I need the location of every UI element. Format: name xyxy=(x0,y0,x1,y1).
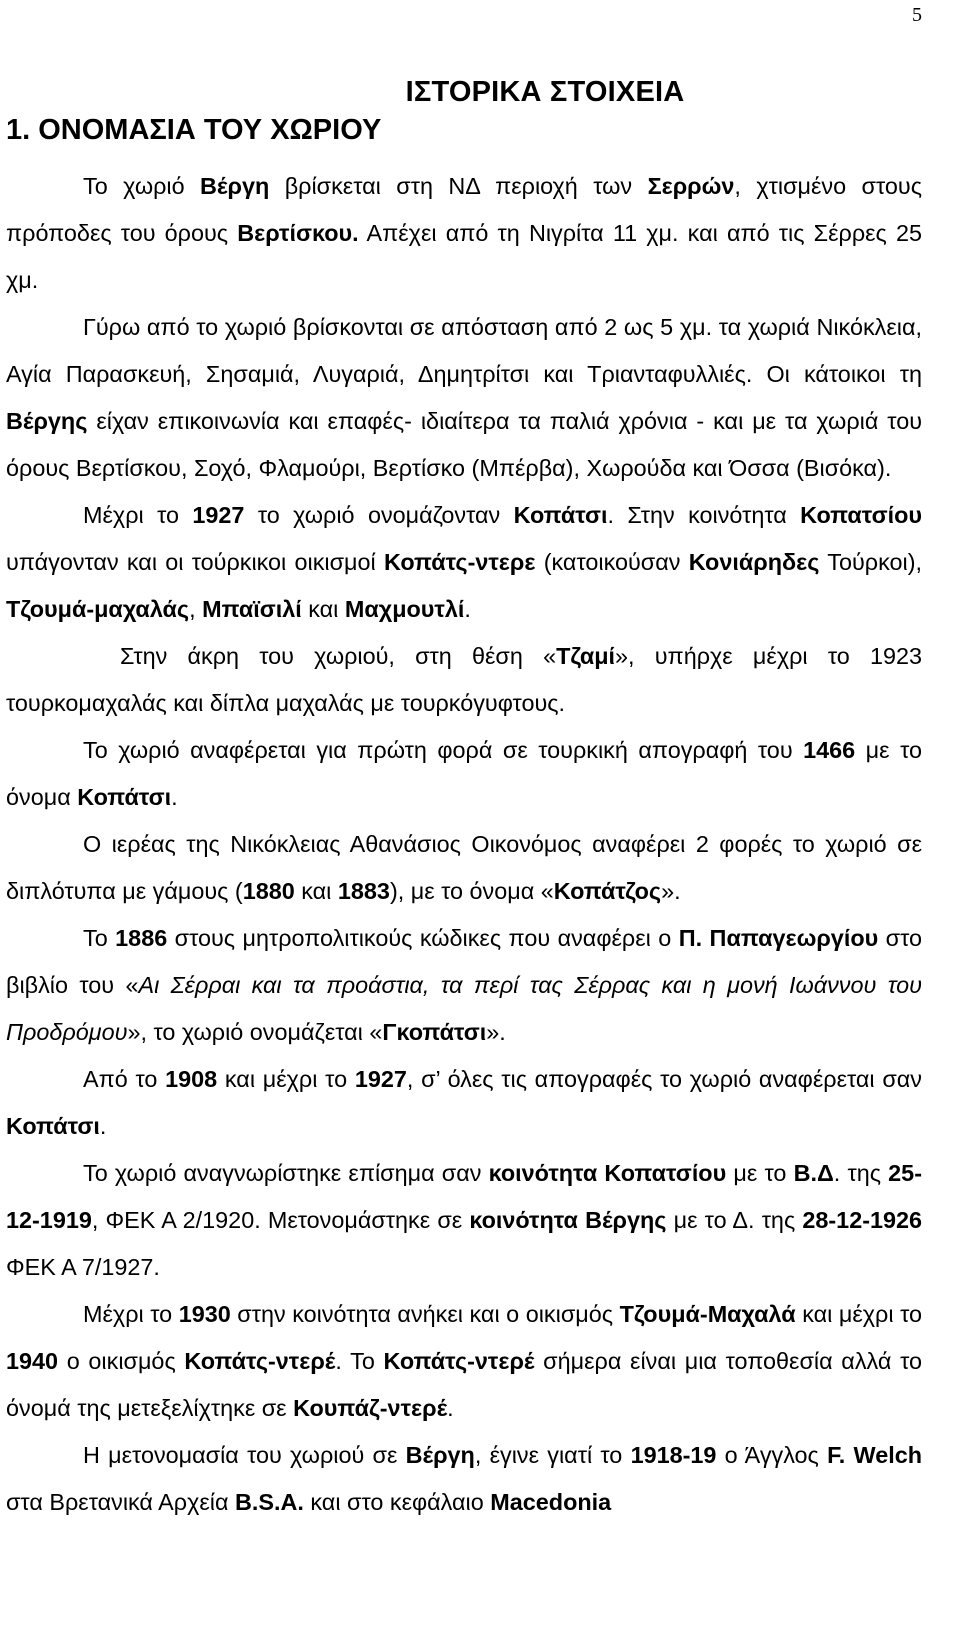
bold-text: B.S.A. xyxy=(235,1489,304,1515)
text-run: . Το xyxy=(335,1348,384,1374)
text-run: στην κοινότητα ανήκει και ο οικισμός xyxy=(230,1301,620,1327)
text-run: . Στην κοινότητα xyxy=(607,502,801,528)
text-run: υπάγονταν και οι τούρκικοι οικισμοί xyxy=(6,549,384,575)
bold-text: Μπαϊσιλί xyxy=(202,596,302,622)
bold-text: Βέργη xyxy=(200,173,270,199)
document-body xyxy=(6,163,922,1526)
bold-text: 1886 xyxy=(115,925,168,951)
text-run: Μέχρι το xyxy=(83,1301,179,1327)
bold-text: F. Welch xyxy=(827,1442,922,1468)
text-run: και μέχρι το xyxy=(217,1066,355,1092)
text-run: . xyxy=(447,1395,454,1421)
text-run: Στην άκρη του χωριού, στη θέση « xyxy=(120,643,557,669)
text-run: Το χωριό αναφέρεται για πρώτη φορά σε τουρκική απογραφή του xyxy=(83,737,804,763)
text-run: και στο κεφάλαιο xyxy=(303,1489,491,1515)
text-run: στα Βρετανικά Αρχεία xyxy=(6,1489,235,1515)
text-run: το χωριό ονομάζονταν xyxy=(244,502,514,528)
bold-text: 1927 xyxy=(354,1066,407,1092)
bold-text: Τζουμά-Μαχαλά xyxy=(619,1301,796,1327)
text-run: στο βιβλίο του « xyxy=(6,925,923,998)
text-run: βρίσκεται στη ΝΔ περιοχή των xyxy=(269,173,648,199)
paragraph xyxy=(6,1291,922,1432)
bold-text: Κονιάρηδες xyxy=(688,549,820,575)
bold-text: 1466 xyxy=(803,737,856,763)
paragraph xyxy=(6,304,922,492)
document-title: ΙΣΤΟΡΙΚΑ ΣΤΟΙΧΕΙΑ xyxy=(405,76,685,108)
paragraph xyxy=(6,915,922,1056)
paragraph xyxy=(6,633,922,727)
bold-text: 1880 xyxy=(242,878,295,904)
paragraph xyxy=(6,727,922,821)
bold-text: Κοπάτζος xyxy=(553,878,662,904)
bold-text: κοινότητα Βέργης xyxy=(469,1207,667,1233)
text-run: (κατοικούσαν xyxy=(535,549,689,575)
text-run: Ο ιερέας της Νικόκλειας Αθανάσιος Οικονόμος αναφέρει 2 φορές το χωριό σε διπλότυπα με γάμους ( xyxy=(6,831,922,904)
bold-text: 1930 xyxy=(178,1301,231,1327)
bold-text: 1883 xyxy=(337,878,390,904)
bold-text: 1927 xyxy=(192,502,245,528)
bold-text: Κοπάτς-ντερέ xyxy=(383,1348,535,1374)
text-run: στους μητροπολιτικούς κώδικες που αναφέρει ο xyxy=(167,925,679,951)
bold-text: Macedonia xyxy=(490,1489,612,1515)
text-run: Το χωριό αναγνωρίστηκε επίσημα σαν xyxy=(83,1160,489,1186)
text-run: », υπήρχε μέχρι το 1923 τουρκομαχαλάς και δίπλα μαχαλάς με τουρκόγυφτους. xyxy=(6,643,922,716)
text-run: , ΦΕΚ Α 2/1920. Μετονομάστηκε σε xyxy=(91,1207,470,1233)
bold-text: Γκοπάτσι xyxy=(382,1019,487,1045)
bold-text: Κοπάτσι xyxy=(6,1113,100,1139)
bold-text: Κοπάτσι xyxy=(77,784,172,810)
text-run: Από το xyxy=(83,1066,166,1092)
bold-text: Βέργη xyxy=(405,1442,475,1468)
text-run: Γύρω από το χωριό βρίσκονται σε απόσταση από 2 ως 5 χμ. τα χωριά Νικόκλεια, Αγία Παρασκευή, Σησαμιά, Λυγαριά, Δημητρίτσι και Τριανταφυλλιές. Οι κάτοικοι τη xyxy=(6,314,922,387)
bold-text: κοινότητα Κοπατσίου xyxy=(488,1160,727,1186)
bold-text: 1918-19 xyxy=(630,1442,717,1468)
bold-text: Κοπάτς-ντερε xyxy=(383,549,536,575)
text-run: Μέχρι το xyxy=(83,502,193,528)
bold-text: Β.Δ xyxy=(793,1160,834,1186)
text-run: Τούρκοι), xyxy=(819,549,922,575)
italic-text: Αι Σέρραι και τα προάστια, τα περί τας Σέρρας και η μονή Ιωάννου του Προδρόμου xyxy=(6,972,922,1045)
text-run: . xyxy=(171,784,178,810)
text-run: . της xyxy=(833,1160,889,1186)
section-heading: 1. ΟΝΟΜΑΣΙΑ ΤΟΥ ΧΩΡΙΟΥ xyxy=(6,114,382,146)
bold-text: Κοπάτς-ντερέ xyxy=(184,1348,336,1374)
text-run: ». xyxy=(661,878,681,904)
bold-text: Π. Παπαγεωργίου xyxy=(678,925,879,951)
text-run: και μέχρι το xyxy=(795,1301,923,1327)
bold-text: Κοπατσίου xyxy=(800,502,922,528)
text-run: Το χωριό xyxy=(83,173,201,199)
text-run: ». xyxy=(486,1019,506,1045)
text-run: με το xyxy=(726,1160,794,1186)
bold-text: Βέργης xyxy=(6,408,88,434)
text-run: ο οικισμός xyxy=(58,1348,185,1374)
paragraph xyxy=(6,1056,922,1150)
text-run: είχαν επικοινωνία και επαφές- ιδιαίτερα τα παλιά χρόνια - και με τα χωριά του όρους Βερτίσκου, Σοχό, Φλαμούρι, Βερτίσκο (Μπέρβα), Χωρούδα και Όσσα (Βισόκα). xyxy=(6,408,922,481)
text-run: Το xyxy=(83,925,116,951)
paragraph xyxy=(6,163,922,304)
text-run: . xyxy=(464,596,471,622)
text-run: ο Άγγλος xyxy=(716,1442,828,1468)
bold-text: Κοπάτσι xyxy=(513,502,608,528)
text-run: ΦΕΚ Α 7/1927. xyxy=(6,1254,160,1280)
text-run: . xyxy=(99,1113,107,1139)
text-run: ), με το όνομα « xyxy=(389,878,554,904)
text-run: Η μετονομασία του χωριού σε xyxy=(83,1442,406,1468)
bold-text: Τζαμί xyxy=(556,643,616,669)
paragraph xyxy=(6,821,922,915)
bold-text: Μαχμουτλί xyxy=(344,596,465,622)
text-run: και xyxy=(294,878,338,904)
text-run: με το Δ. της xyxy=(666,1207,803,1233)
bold-text: Σερρών xyxy=(647,173,735,199)
bold-text: 1908 xyxy=(165,1066,218,1092)
bold-text: Βερτίσκου. xyxy=(237,220,359,246)
text-run: », το χωριό ονομάζεται « xyxy=(127,1019,383,1045)
page-number: 5 xyxy=(912,4,922,26)
bold-text: Κουπάζ-ντερέ xyxy=(293,1395,448,1421)
paragraph xyxy=(6,1150,922,1291)
text-run: , σ’ όλες τις απογραφές το χωριό αναφέρεται σαν xyxy=(406,1066,923,1092)
bold-text: 28-12-1926 xyxy=(802,1207,923,1233)
text-run: , έγινε γιατί το xyxy=(474,1442,631,1468)
text-run: σήμερα είναι μια τοποθεσία αλλά το όνομά της μετεξελίχτηκε σε xyxy=(6,1348,922,1421)
bold-text: 1940 xyxy=(6,1348,59,1374)
bold-text: Τζουμά-μαχαλάς xyxy=(6,596,190,622)
text-run: Απέχει από τη Νιγρίτα 11 χμ. και από τις Σέρρες 25 χμ. xyxy=(6,220,922,293)
text-run: και xyxy=(301,596,345,622)
paragraph xyxy=(6,492,922,633)
text-run: , χτισμένο στους πρόποδες του όρους xyxy=(6,173,922,246)
text-run: , xyxy=(189,596,203,622)
bold-text: 25-12-1919 xyxy=(6,1160,922,1233)
text-run: με το όνομα xyxy=(6,737,922,810)
paragraph xyxy=(6,1432,922,1526)
